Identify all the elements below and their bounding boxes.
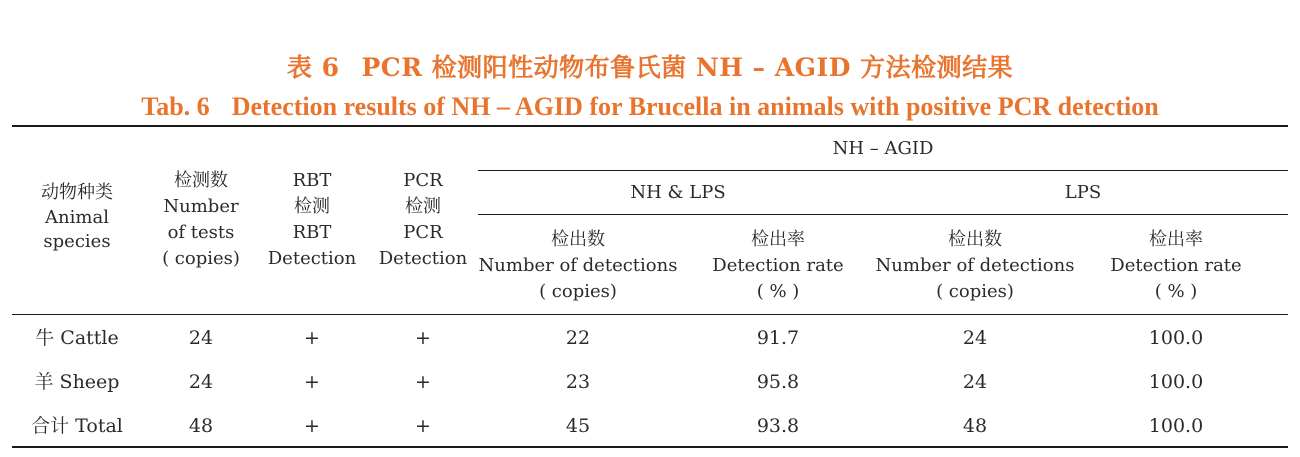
header-pcr-2: PCR	[403, 222, 443, 243]
cell-nh-num: 22	[565, 327, 591, 349]
cell-rbt: +	[304, 371, 320, 393]
header-nh-agid: NH – AGID	[832, 138, 934, 159]
table-top-rule	[12, 125, 1288, 127]
header-nh-lps-detections	[478, 227, 678, 305]
header-det-num-cn: 检出数	[551, 229, 605, 250]
header-nh-lps-group	[478, 180, 878, 206]
header-pcr-detection	[368, 168, 478, 272]
cell-animal: 合计 Total	[31, 415, 123, 437]
cell-nh-num: 23	[565, 371, 591, 393]
header-pcr-cn: 检测	[405, 196, 441, 217]
cell-tests: 48	[188, 415, 214, 437]
header-nh-agid-group	[478, 136, 1288, 162]
header-animal-cn: 动物种类	[41, 182, 113, 203]
header-det-num-en: Number of detections	[875, 255, 1075, 276]
cell-tests: 24	[188, 371, 214, 393]
cell-pcr: +	[415, 415, 431, 437]
header-det-rate-unit: ( % )	[1154, 281, 1198, 302]
header-det-rate-unit: ( % )	[756, 281, 800, 302]
table-number-english: Tab. 6	[141, 92, 210, 121]
cell-rbt: +	[304, 415, 320, 437]
table-number-chinese: 表 6	[286, 53, 340, 82]
cell-lps-rate: 100.0	[1148, 371, 1204, 393]
header-det-num-cn: 检出数	[948, 229, 1002, 250]
header-det-rate-cn: 检出率	[751, 229, 805, 250]
cell-lps-num: 24	[962, 327, 988, 349]
header-animal-en1: Animal	[45, 207, 109, 228]
cell-nh-num: 45	[565, 415, 591, 437]
subgroup-rule	[478, 214, 1288, 215]
header-det-rate-en: Detection rate	[712, 255, 844, 276]
table-title-english: Detection results of NH – AGID for Brucella in animals with positive PCR detection	[231, 92, 1159, 121]
header-tests-en3: ( copies)	[162, 248, 240, 269]
header-rbt-2: RBT	[292, 222, 332, 243]
cell-lps-num: 48	[962, 415, 988, 437]
cell-pcr: +	[415, 371, 431, 393]
header-nh-lps-rate	[678, 227, 878, 305]
header-bottom-rule	[12, 314, 1288, 315]
header-lps-detections	[874, 227, 1076, 305]
header-det-rate-en: Detection rate	[1110, 255, 1242, 276]
header-rbt-3: Detection	[267, 248, 357, 269]
cell-lps-num: 24	[962, 371, 988, 393]
header-det-num-en: Number of detections	[478, 255, 678, 276]
header-number-of-tests	[140, 168, 262, 272]
cell-nh-rate: 95.8	[756, 371, 800, 393]
header-lps: LPS	[1064, 182, 1102, 203]
cell-lps-rate: 100.0	[1148, 415, 1204, 437]
cell-nh-rate: 91.7	[756, 327, 800, 349]
cell-rbt: +	[304, 327, 320, 349]
header-pcr-3: Detection	[378, 248, 468, 269]
table-caption-chinese	[0, 48, 1300, 84]
table-title-chinese: PCR 检测阳性动物布鲁氏菌 NH – AGID 方法检测结果	[361, 53, 1014, 82]
header-det-num-unit: ( copies)	[539, 281, 617, 302]
header-rbt-cn: 检测	[294, 196, 330, 217]
header-tests-cn: 检测数	[174, 170, 228, 191]
header-det-num-unit: ( copies)	[936, 281, 1014, 302]
header-tests-en2: of tests	[167, 222, 235, 243]
table-caption-english	[0, 92, 1300, 122]
table-bottom-rule	[12, 446, 1288, 448]
header-rbt-1: RBT	[292, 170, 332, 191]
header-lps-group	[878, 180, 1288, 206]
header-det-rate-cn: 检出率	[1149, 229, 1203, 250]
header-animal-species	[12, 180, 142, 254]
cell-animal: 羊 Sheep	[34, 371, 120, 393]
cell-animal: 牛 Cattle	[35, 327, 119, 349]
header-rbt-detection	[258, 168, 366, 272]
cell-tests: 24	[188, 327, 214, 349]
header-pcr-1: PCR	[403, 170, 443, 191]
header-tests-en1: Number	[163, 196, 239, 217]
cell-lps-rate: 100.0	[1148, 327, 1204, 349]
header-nh-lps: NH & LPS	[630, 182, 726, 203]
header-lps-rate	[1076, 227, 1276, 305]
header-animal-en2: species	[43, 231, 111, 252]
cell-nh-rate: 93.8	[756, 415, 800, 437]
nh-agid-group-rule	[478, 170, 1288, 171]
cell-pcr: +	[415, 327, 431, 349]
